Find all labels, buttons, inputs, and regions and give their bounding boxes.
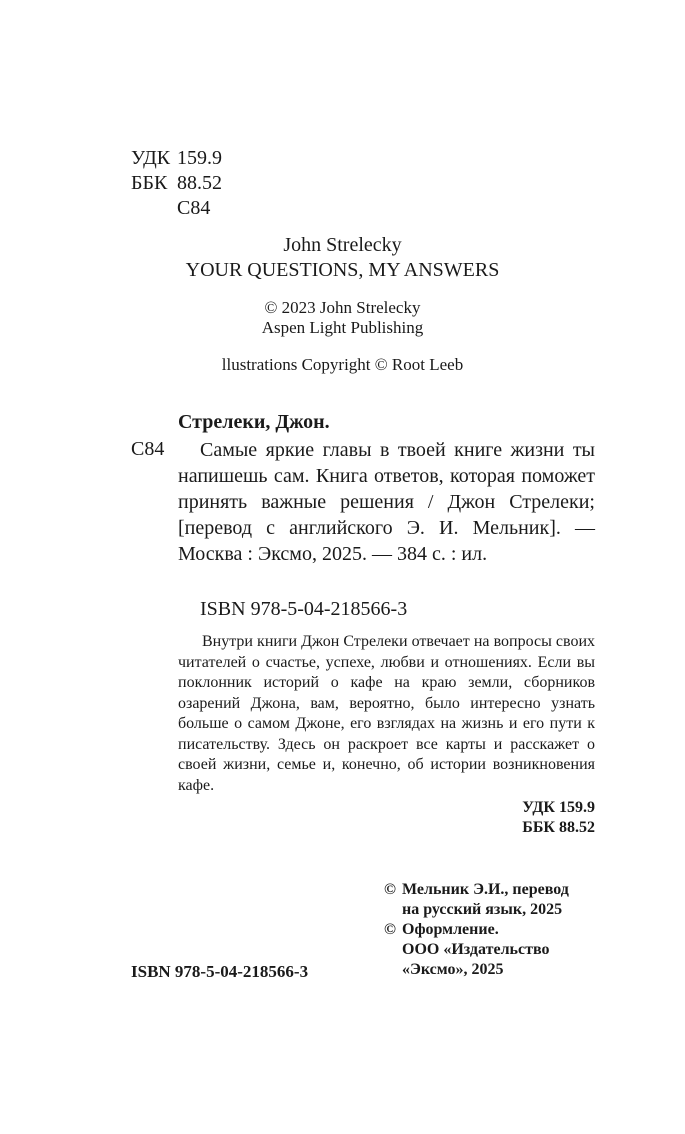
design-text-1: Оформление. [402, 921, 499, 938]
copyright-symbol: © [384, 881, 396, 898]
annotation-text: Внутри книги Джон Стрелеки отвечает на вопросы своих читателей о счастье, успехе, любви и отношениях. Если вы поклонник историй о кафе на краю земли, сборников озарений Джона, вам, вероятно, было интересно узнать больше о самом Джоне, его взглядах на жизнь и его пути к писательству. Здесь он раскроет все карты и расскажет о своей жизни, семье и, конечно, об истории возникновения кафе. [178, 633, 595, 794]
bbk-code [131, 171, 222, 195]
original-author: John Strelecky [283, 234, 402, 256]
udk-code [131, 146, 222, 170]
codes-right [440, 798, 595, 838]
original-publisher: Aspen Light Publishing [261, 318, 424, 337]
udk-label: УДК [131, 147, 171, 169]
design-copyright-line2: ООО «Издательство [402, 941, 550, 958]
illustrations-copyright: llustrations Copyright © Root Leeb [221, 355, 464, 374]
translation-copyright-line1 [384, 880, 614, 900]
original-title: YOUR QUESTIONS, MY ANSWERS [185, 259, 500, 281]
copyright-symbol: © [384, 921, 396, 938]
bbk-right: ББК 88.52 [522, 819, 595, 836]
original-copyright: © 2023 John Strelecky [264, 298, 421, 317]
record-isbn: ISBN 978-5-04-218566-3 [200, 598, 408, 620]
udk-right: УДК 159.9 [522, 799, 595, 816]
translation-text-1: Мельник Э.И., перевод [402, 881, 569, 898]
author-mark: С84 [177, 197, 211, 219]
copyright-block [384, 880, 614, 980]
bbk-label: ББК [131, 172, 168, 194]
record-mark: С84 [131, 438, 165, 460]
design-copyright-line3: «Эксмо», 2025 [402, 961, 504, 978]
bbk-value: 88.52 [177, 172, 222, 194]
record-description: Самые яркие главы в твоей книге жизни ты напишешь сам. Книга ответов, которая поможет принять важные решения / Джон Стрелеки; [перевод с английского Э. И. Мельник]. — Москва : Эксмо, 2025. — 384 с. : ил. [178, 439, 595, 565]
design-copyright-line1 [384, 920, 614, 940]
footer-isbn: ISBN 978-5-04-218566-3 [131, 962, 309, 981]
udk-value: 159.9 [177, 147, 222, 169]
translation-copyright-line2: на русский язык, 2025 [402, 901, 563, 918]
record-heading: Стрелеки, Джон. [178, 411, 330, 433]
